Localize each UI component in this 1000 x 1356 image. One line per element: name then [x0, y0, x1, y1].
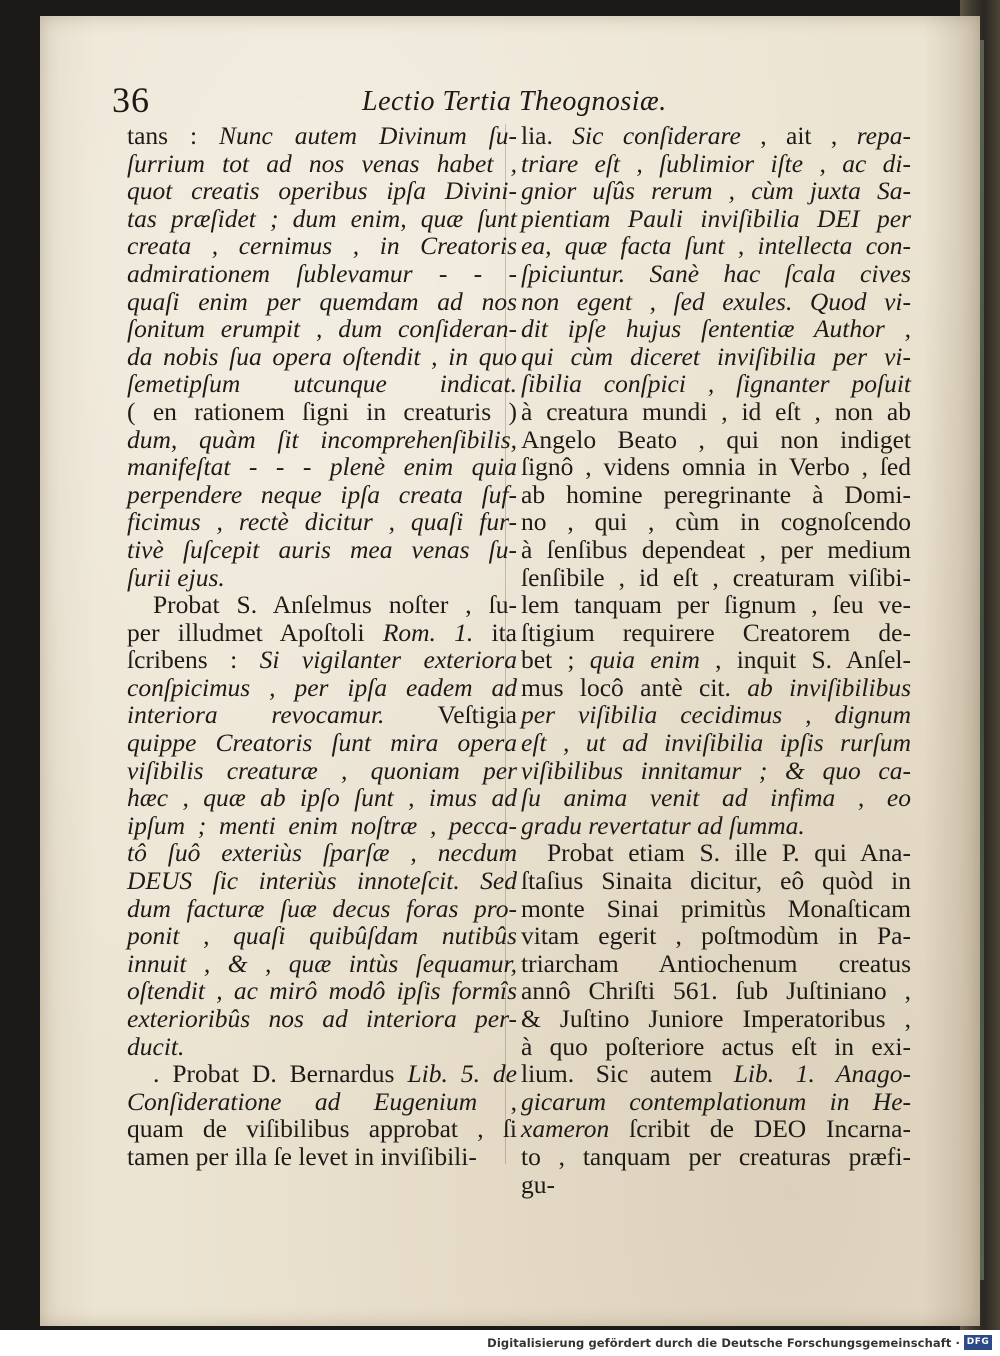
italic-text-run: non egent , ſed exules. Quod vi-: [521, 286, 911, 316]
text-run: & Juſtino Juniore Imperatoribus ,: [521, 1004, 911, 1033]
text-line: [127, 839, 517, 867]
text-line: [521, 895, 911, 923]
text-run: lium. Sic autem: [521, 1059, 734, 1089]
text-run: ſtaſius Sinaita dicitur, eô quòd in: [521, 866, 911, 896]
text-line: [521, 619, 911, 647]
text-line: [521, 398, 911, 426]
italic-text-run: conſpicimus , per ipſa eadem ad: [127, 672, 517, 702]
text-run: , ait ,: [740, 121, 857, 150]
text-line: [127, 812, 517, 840]
text-run: no , qui , cùm in cognoſcendo: [521, 507, 911, 537]
italic-text-run: Lib. 1. Anago-: [733, 1059, 911, 1089]
text-line: [127, 343, 517, 371]
italic-text-run: per viſibilia cecidimus , dignum: [521, 700, 911, 730]
italic-text-run: ea, quæ facta ſunt , intellecta con-: [521, 231, 911, 261]
italic-text-run: dit ipſe hujus ſententiæ Author ,: [521, 314, 911, 344]
text-line: [127, 288, 517, 316]
text-line: [521, 177, 911, 205]
text-line: [127, 977, 517, 1005]
text-run: lem tanquam per ſignum , ſeu ve-: [521, 590, 911, 620]
italic-text-run: exterioribûs nos ad interiora per-: [127, 1004, 517, 1033]
italic-text-run: ſpiciuntur. Sanè hac ſcala cives: [521, 258, 911, 288]
italic-text-run: admirationem ſublevamur - - -: [127, 258, 517, 288]
text-run: tans :: [127, 121, 219, 150]
text-line: [127, 260, 517, 288]
italic-text-run: viſibilibus innitamur ; & quo ca-: [521, 755, 911, 785]
footer-bar: [0, 1330, 1000, 1356]
text-line: [127, 1143, 517, 1171]
text-run: gu-: [521, 1169, 555, 1199]
text-line: [127, 757, 517, 785]
italic-text-run: quot creatis operibus ipſa Divini-: [127, 176, 517, 206]
italic-text-run: Nunc autem Divinum ſu-: [218, 121, 517, 150]
text-line: [127, 1060, 517, 1088]
italic-text-run: ſonitum erumpit , dum conſideran-: [127, 314, 517, 344]
text-run: triarcham Antiochenum creatus: [521, 948, 911, 978]
italic-text-run: Sic conſiderare: [572, 121, 741, 150]
text-line: [127, 674, 517, 702]
text-run: ita: [473, 617, 517, 647]
text-line: [521, 232, 911, 260]
text-line: [521, 977, 911, 1005]
text-run: , inquit S. Anſel-: [699, 645, 911, 675]
italic-text-run: xameron: [521, 1114, 610, 1144]
italic-text-run: ipſum ; menti enim noſtræ , pecca-: [127, 810, 517, 840]
text-run: vitam egerit , poſtmodùm in Pa-: [521, 921, 911, 951]
text-line: [127, 453, 517, 481]
italic-text-run: da nobis ſua opera oſtendit , in quo: [127, 341, 517, 371]
right-text-column: [521, 122, 911, 1198]
text-line: [521, 426, 911, 454]
text-run: ( en rationem ſigni in creaturis ): [127, 396, 517, 426]
text-line: [127, 508, 517, 536]
italic-text-run: ſurii ejus.: [127, 562, 225, 592]
text-line: [127, 481, 517, 509]
italic-text-run: tivè ſuſcepit auris mea venas ſu-: [127, 534, 517, 564]
text-run: Probat S. Anſelmus noſter , ſu-: [153, 590, 517, 620]
italic-text-run: eſt , ut ad inviſibilia ipſis rurſum: [521, 728, 911, 758]
text-line: [127, 370, 517, 398]
text-line: [127, 591, 517, 619]
text-line: [127, 895, 517, 923]
text-line: [521, 839, 911, 867]
text-line: [127, 122, 517, 150]
text-line: [521, 150, 911, 178]
text-line: [521, 729, 911, 757]
italic-text-run: innuit , & , quæ intùs ſequamur,: [127, 948, 517, 978]
text-line: [127, 619, 517, 647]
text-line: [127, 315, 517, 343]
text-run: ſcribit de DEO Incarna-: [609, 1114, 911, 1144]
text-run: ſenſibile , id eſt , creaturam viſibi-: [521, 562, 911, 592]
text-line: [521, 1088, 911, 1116]
text-run: . Probat D. Bernardus: [153, 1059, 408, 1089]
text-line: [521, 784, 911, 812]
text-run: à quo poſteriore actus eſt in exi-: [521, 1031, 911, 1061]
text-line: [521, 757, 911, 785]
text-line: [521, 867, 911, 895]
text-line: [521, 646, 911, 674]
text-line: [521, 536, 911, 564]
text-line: [127, 1033, 517, 1061]
text-line: [521, 453, 911, 481]
italic-text-run: ſurrium tot ad nos venas habet ,: [127, 148, 517, 178]
text-line: [127, 150, 517, 178]
italic-text-run: quia enim: [589, 645, 700, 675]
text-line: [521, 481, 911, 509]
text-line: [127, 729, 517, 757]
text-line: [521, 1033, 911, 1061]
funding-credit: Digitalisierung gefördert durch die Deutsche Forschungsgemeinschaft ·: [487, 1336, 960, 1350]
text-run: lia.: [521, 121, 573, 150]
text-line: [521, 1115, 911, 1143]
text-run: Probat etiam S. ille P. qui Ana-: [547, 838, 911, 868]
italic-text-run: dum, quàm ſit incomprehenſibilis,: [127, 424, 517, 454]
text-line: [521, 922, 911, 950]
text-line: [521, 315, 911, 343]
text-line: [521, 343, 911, 371]
italic-text-run: tô ſuô exteriùs ſparſæ , necdum: [127, 838, 517, 868]
text-line: [521, 564, 911, 592]
text-line: [127, 205, 517, 233]
italic-text-run: ducit.: [127, 1031, 185, 1061]
text-line: [127, 950, 517, 978]
text-line: [127, 177, 517, 205]
italic-text-run: Conſideratione ad Eugenium: [127, 1086, 478, 1116]
text-line: [127, 232, 517, 260]
italic-text-run: qui cùm diceret inviſibilia per vi-: [521, 341, 911, 371]
running-head: Lectio Tertia Theognosiæ.: [362, 86, 667, 117]
italic-text-run: perpendere neque ipſa creata ſuf-: [127, 479, 517, 509]
text-run: ,: [477, 1086, 517, 1116]
text-line: [127, 564, 517, 592]
text-line: [521, 701, 911, 729]
italic-text-run: Si vigilanter exteriora: [259, 645, 517, 675]
text-line: [127, 1005, 517, 1033]
text-line: [127, 867, 517, 895]
italic-text-run: creata , cernimus , in Creatoris: [127, 231, 517, 261]
text-line: [521, 950, 911, 978]
text-line: [127, 426, 517, 454]
italic-text-run: gicarum contemplationum in He-: [521, 1086, 911, 1116]
text-line: [521, 1005, 911, 1033]
italic-text-run: oſtendit , ac mirô modô ipſis formîs: [127, 976, 517, 1006]
italic-text-run: viſibilis creaturæ , quoniam per: [127, 755, 517, 785]
text-run: mus locô antè cit.: [521, 672, 748, 702]
text-line: [127, 536, 517, 564]
text-line: [127, 1115, 517, 1143]
text-line: [521, 812, 911, 840]
italic-text-run: Rom. 1.: [382, 617, 474, 647]
text-line: [127, 784, 517, 812]
page-number: 36: [112, 80, 150, 120]
text-run: annô Chriſti 561. ſub Juſtiniano ,: [521, 976, 911, 1006]
text-line: [127, 398, 517, 426]
italic-text-run: hæc , quæ ab ipſo ſunt , imus ad: [127, 783, 517, 813]
italic-text-run: ponit , quaſi quibûſdam nutibûs: [127, 921, 517, 951]
text-line: [521, 260, 911, 288]
text-run: ab homine peregrinante à Domi-: [521, 479, 911, 509]
italic-text-run: ſu anima venit ad infima , eo: [521, 783, 911, 813]
italic-text-run: gnior uſûs rerum , cùm juxta Sa-: [521, 176, 911, 206]
text-run: à ſenſibus dependeat , per medium: [521, 534, 911, 564]
text-line: [521, 1171, 911, 1199]
text-run: à creatura mundi , id eſt , non ab: [521, 396, 911, 426]
text-line: [521, 122, 911, 150]
italic-text-run: ſemetipſum utcunque indicat.: [127, 369, 517, 399]
italic-text-run: gradu revertatur ad ſumma.: [521, 810, 805, 840]
italic-text-run: dum facturæ ſuæ decus foras pro-: [127, 893, 517, 923]
text-line: [521, 1143, 911, 1171]
text-line: [127, 1088, 517, 1116]
italic-text-run: pientiam Pauli inviſibilia DEI per: [521, 203, 911, 233]
text-line: [127, 701, 517, 729]
italic-text-run: triare eſt , ſublimior iſte , ac di-: [521, 148, 911, 178]
italic-text-run: ab inviſibilibus: [747, 672, 911, 702]
text-run: bet ;: [521, 645, 590, 675]
italic-text-run: ficimus , rectè dicitur , quaſi fur-: [127, 507, 517, 537]
text-run: quam de viſibilibus approbat , ſi: [127, 1114, 517, 1144]
text-run: per illudmet Apoſtoli: [127, 617, 383, 647]
text-line: [521, 1060, 911, 1088]
text-line: [127, 922, 517, 950]
text-line: [521, 370, 911, 398]
text-line: [127, 646, 517, 674]
text-run: tamen per illa ſe levet in inviſibili-: [127, 1141, 477, 1171]
left-text-column: [127, 122, 517, 1171]
dfg-logo: DFG: [964, 1335, 992, 1350]
text-run: to , tanquam per creaturas præfi-: [521, 1141, 911, 1171]
text-run: Angelo Beato , qui non indiget: [521, 424, 911, 454]
text-run: Veſtigia: [384, 700, 517, 730]
italic-text-run: DEUS ſic interiùs innoteſcit. Sed: [127, 866, 517, 896]
text-run: ſignô , videns omnia in Verbo , ſed: [521, 452, 911, 482]
italic-text-run: repa-: [856, 121, 911, 150]
italic-text-run: tas præſidet ; dum enim, quæ ſunt: [127, 203, 517, 233]
italic-text-run: interiora revocamur.: [127, 700, 385, 730]
text-line: [521, 591, 911, 619]
text-run: monte Sinai primitùs Monaſticam: [521, 893, 911, 923]
italic-text-run: manifeſtat - - - plenè enim quia: [127, 452, 517, 482]
text-line: [521, 508, 911, 536]
italic-text-run: quaſi enim per quemdam ad nos: [127, 286, 517, 316]
italic-text-run: quippe Creatoris ſunt mira opera: [127, 728, 517, 758]
italic-text-run: ſibilia conſpici , ſignanter poſuit: [521, 369, 911, 399]
text-run: ſcribens :: [127, 645, 260, 675]
text-line: [521, 674, 911, 702]
text-line: [521, 205, 911, 233]
italic-text-run: Lib. 5. de: [407, 1059, 517, 1089]
text-run: ſtigium requirere Creatorem de-: [521, 617, 911, 647]
text-line: [521, 288, 911, 316]
